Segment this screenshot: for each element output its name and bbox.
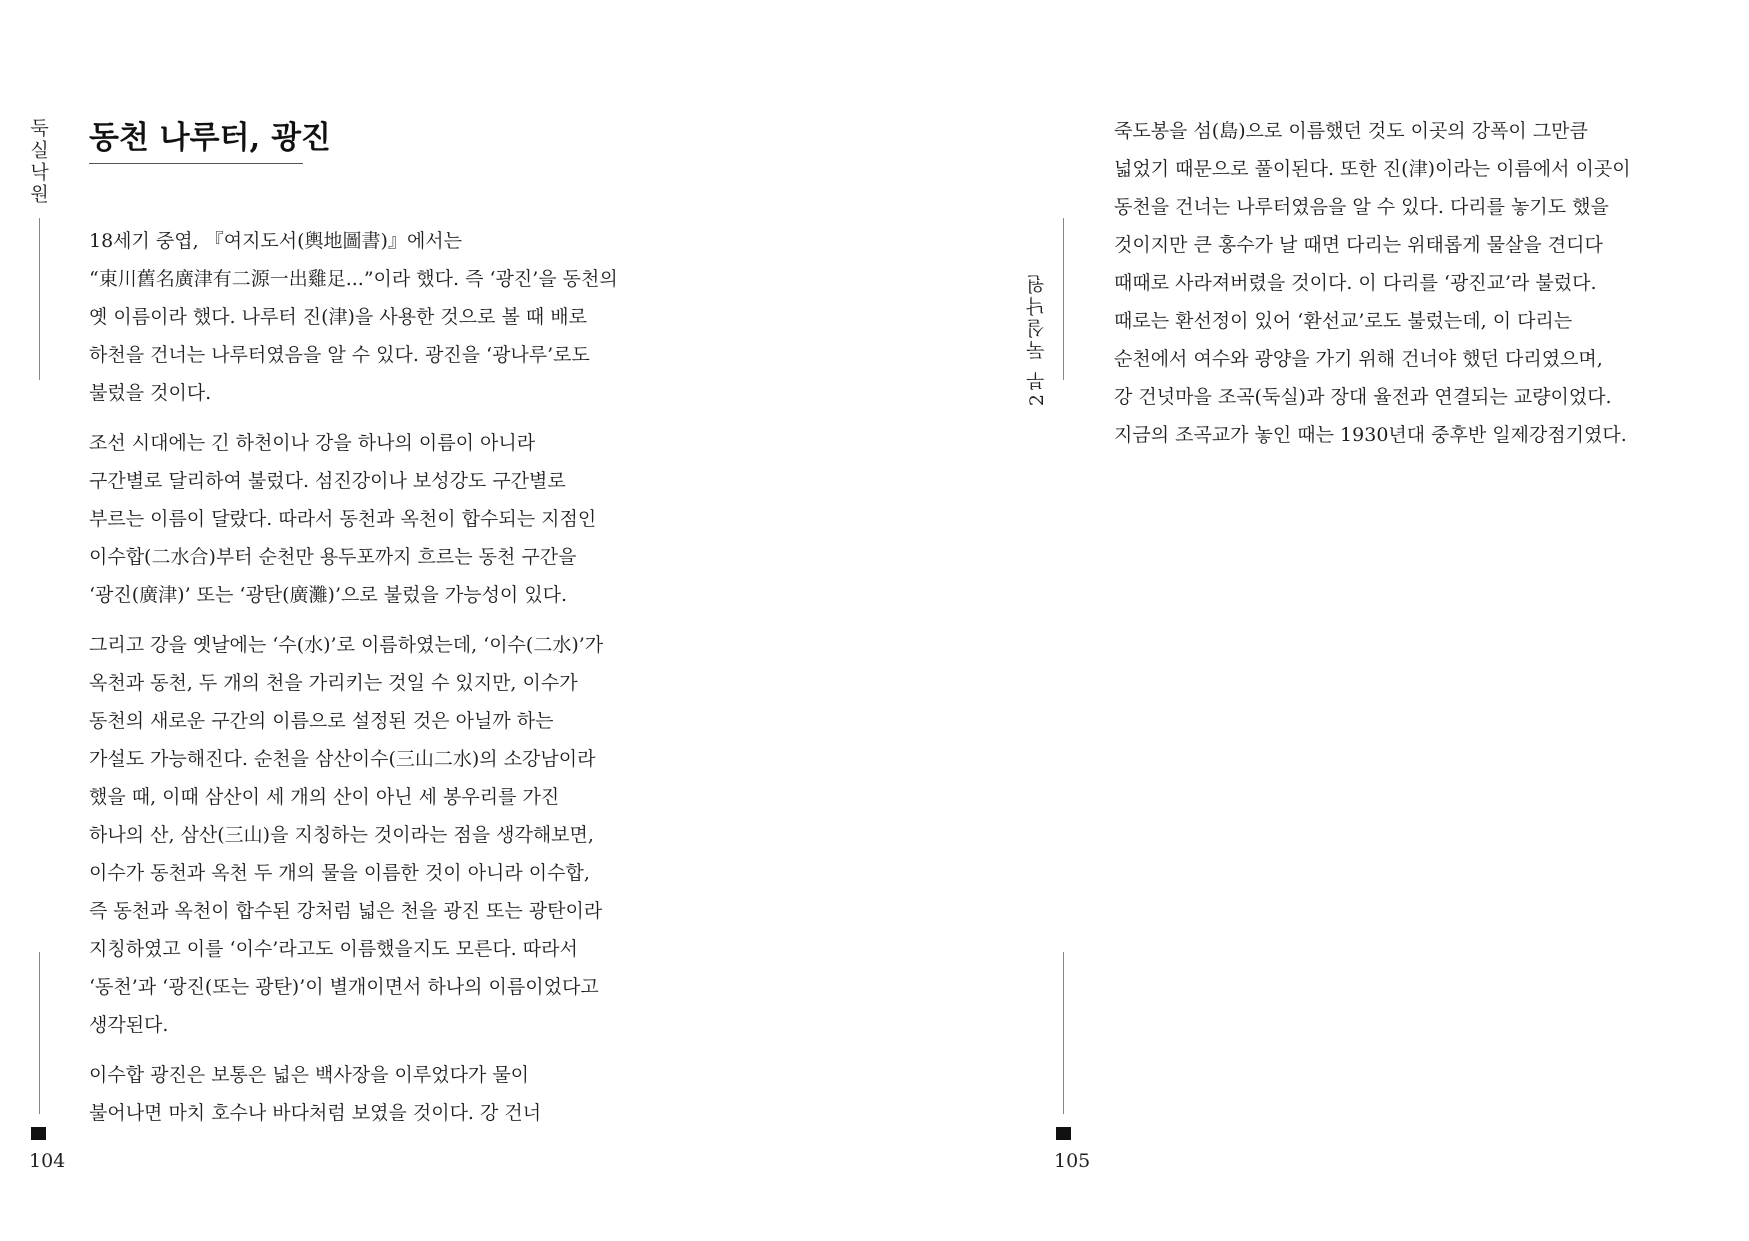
text-line: 넓었기 때문으로 풀이된다. 또한 진(津)이라는 이름에서 이곳이	[1114, 158, 1631, 180]
left-body-text	[89, 222, 618, 1144]
text-line: 동천의 새로운 구간의 이름으로 설정된 것은 아닐까 하는	[89, 710, 554, 732]
text-line: 18세기 중엽, 『여지도서(輿地圖書)』에서는	[89, 230, 463, 252]
text-line: 하나의 산, 삼산(三山)을 지칭하는 것이라는 점을 생각해보면,	[89, 824, 594, 846]
left-running-title: 둑실낙원	[27, 118, 49, 206]
right-running-title: 2부 둑실낙원	[1026, 272, 1048, 407]
text-line: 부르는 이름이 달랐다. 따라서 동천과 옥천이 합수되는 지점인	[89, 508, 597, 530]
section-title: 동천 나루터, 광진	[89, 112, 303, 164]
paragraph	[89, 1056, 618, 1132]
text-line: 했을 때, 이때 삼산이 세 개의 산이 아닌 세 봉우리를 가진	[89, 786, 560, 808]
text-line: ‘동천’과 ‘광진(또는 광탄)’이 별개이면서 하나의 이름이었다고	[89, 976, 599, 998]
text-line: 옛 이름이라 했다. 나루터 진(津)을 사용한 것으로 볼 때 배로	[89, 306, 588, 328]
right-page-marker	[1056, 1127, 1071, 1140]
paragraph	[89, 626, 618, 1044]
text-line: 때때로 사라져버렸을 것이다. 이 다리를 ‘광진교’라 불렀다.	[1114, 272, 1597, 294]
right-body-text	[1114, 112, 1631, 466]
text-line: 순천에서 여수와 광양을 가기 위해 건너야 했던 다리였으며,	[1114, 348, 1603, 370]
right-page-number: 105	[1054, 1150, 1091, 1172]
text-line: 불렀을 것이다.	[89, 382, 212, 404]
text-line: 동천을 건너는 나루터였음을 알 수 있다. 다리를 놓기도 했을	[1114, 196, 1609, 218]
right-margin-rule-top	[1063, 218, 1064, 380]
paragraph	[89, 222, 618, 412]
text-line: 이수합(二水合)부터 순천만 용두포까지 흐르는 동천 구간을	[89, 546, 577, 568]
text-line: 죽도봉을 섬(島)으로 이름했던 것도 이곳의 강폭이 그만큼	[1114, 120, 1588, 142]
text-line: 구간별로 달리하여 불렀다. 섬진강이나 보성강도 구간별로	[89, 470, 566, 492]
text-line: 그리고 강을 옛날에는 ‘수(水)’로 이름하였는데, ‘이수(二水)’가	[89, 634, 604, 656]
text-line: 조선 시대에는 긴 하천이나 강을 하나의 이름이 아니라	[89, 432, 536, 454]
text-line: 불어나면 마치 호수나 바다처럼 보였을 것이다. 강 건너	[89, 1102, 542, 1124]
paragraph	[1114, 112, 1631, 454]
text-line: 생각된다.	[89, 1014, 169, 1036]
paragraph	[89, 424, 618, 614]
text-line: 이수가 동천과 옥천 두 개의 물을 이름한 것이 아니라 이수합,	[89, 862, 590, 884]
text-line: 즉 동천과 옥천이 합수된 강처럼 넓은 천을 광진 또는 광탄이라	[89, 900, 603, 922]
text-line: 가설도 가능해진다. 순천을 삼산이수(三山二水)의 소강남이라	[89, 748, 596, 770]
text-line: 강 건넛마을 조곡(둑실)과 장대 율전과 연결되는 교량이었다.	[1114, 386, 1612, 408]
text-line: 지금의 조곡교가 놓인 때는 1930년대 중후반 일제강점기였다.	[1114, 424, 1627, 446]
left-margin-rule-bottom	[39, 952, 40, 1114]
left-margin-rule-top	[39, 218, 40, 380]
left-page-marker	[31, 1127, 46, 1140]
text-line: 지칭하였고 이를 ‘이수’라고도 이름했을지도 모른다. 따라서	[89, 938, 578, 960]
text-line: 하천을 건너는 나루터였음을 알 수 있다. 광진을 ‘광나루’로도	[89, 344, 590, 366]
text-line: 것이지만 큰 홍수가 날 때면 다리는 위태롭게 물살을 견디다	[1114, 234, 1603, 256]
right-margin-rule-bottom	[1063, 952, 1064, 1114]
text-line: 이수합 광진은 보통은 넓은 백사장을 이루었다가 물이	[89, 1064, 530, 1086]
text-line: 옥천과 동천, 두 개의 천을 가리키는 것일 수 있지만, 이수가	[89, 672, 578, 694]
text-line: 때로는 환선정이 있어 ‘환선교’로도 불렀는데, 이 다리는	[1114, 310, 1573, 332]
left-page-number: 104	[29, 1150, 66, 1172]
text-line: “東川舊名廣津有二源一出雞足...”이라 했다. 즉 ‘광진’을 동천의	[89, 268, 618, 290]
text-line: ‘광진(廣津)’ 또는 ‘광탄(廣灘)’으로 불렀을 가능성이 있다.	[89, 584, 568, 606]
